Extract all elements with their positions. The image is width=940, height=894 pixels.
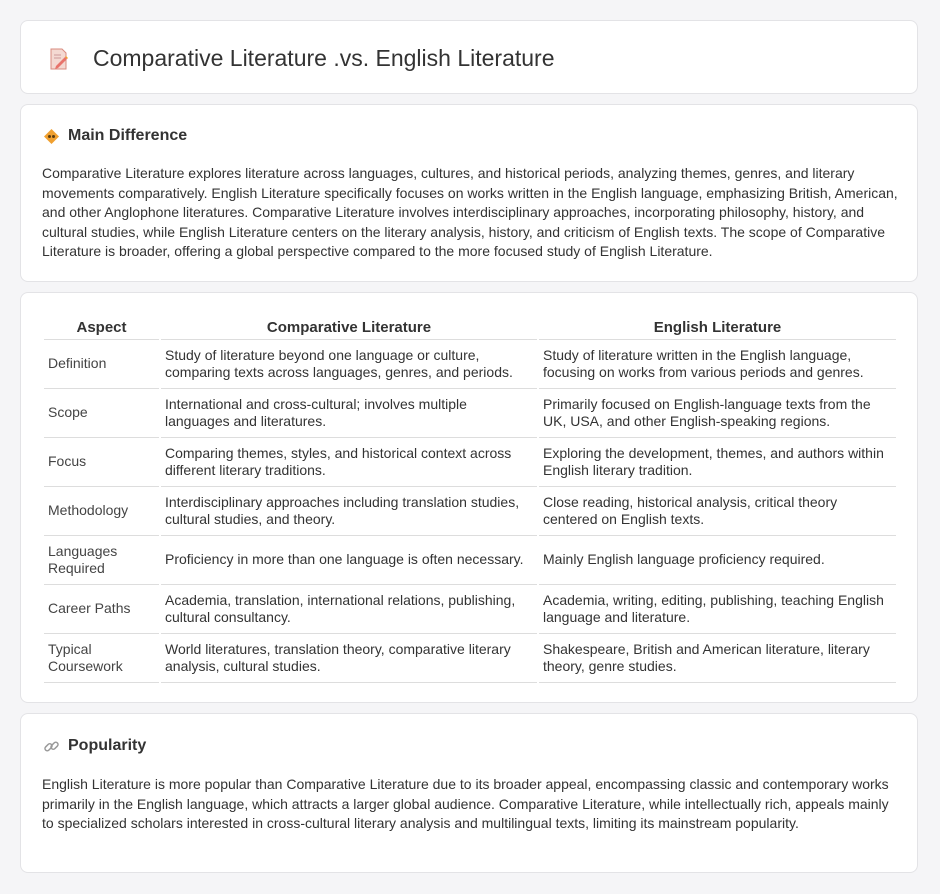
comparative-cell: Comparing themes, styles, and historical context across different literary traditions. [161,438,537,487]
main-difference-text: Comparative Literature explores literature across languages, cultures, and historical periods, analyzing themes, genres, and literary movements comparatively. English Literature specifically focuses on works written in the English language, emphasizing British, American, and other Anglophone literatures. Comparative Literature involves interdisciplinary approaches, incorporating philosophy, history, and cultural studies, while English Literature centers on the literary analysis, history, and criticism of English texts. The scope of Comparative Literature is broader, offering a global perspective compared to the more focused study of English Literature. [42,165,898,260]
popularity-card [20,713,918,873]
header-english: English Literature [539,315,896,340]
main-difference-title: Main Difference [68,127,188,144]
table-row [44,585,896,634]
table-row [44,634,896,683]
comparative-cell: Interdisciplinary approaches including translation studies, cultural studies, and theory. [161,487,537,536]
english-cell: Study of literature written in the English language, focusing on works from various periods and genres. [539,340,896,389]
document-pencil-icon [47,47,71,71]
comparison-table-card [20,292,918,703]
comparison-table [42,315,898,683]
english-cell: Mainly English language proficiency required. [539,536,896,585]
aspect-cell: Typical Coursework [44,634,159,683]
comparative-cell: International and cross-cultural; involves multiple languages and literatures. [161,389,537,438]
table-row [44,536,896,585]
aspect-cell: Definition [44,340,159,389]
popularity-text: English Literature is more popular than Comparative Literature due to its broader appeal, encompassing classic and contemporary works primarily in the English language, which attracts a larger global audience. Comparative Literature, while intellectually rich, appeals mainly to specialized scholars interested in cross-cultural literary analysis and multilingual texts, limiting its mainstream popularity. [42,776,889,832]
header-card [20,20,918,94]
table-row [44,438,896,487]
aspect-cell: Focus [44,438,159,487]
english-cell: Shakespeare, British and American literature, literary theory, genre studies. [539,634,896,683]
header-comparative: Comparative Literature [161,315,537,340]
link-icon [43,738,60,755]
main-difference-card [20,104,918,282]
english-cell: Close reading, historical analysis, critical theory centered on English texts. [539,487,896,536]
aspect-cell: Career Paths [44,585,159,634]
diamond-badge-icon [43,128,60,145]
aspect-cell: Languages Required [44,536,159,585]
popularity-title: Popularity [68,737,147,754]
comparative-cell: Study of literature beyond one language or culture, comparing texts across languages, genres, and periods. [161,340,537,389]
english-cell: Exploring the development, themes, and authors within English literary tradition. [539,438,896,487]
aspect-cell: Scope [44,389,159,438]
header-aspect: Aspect [44,315,159,340]
comparative-cell: Proficiency in more than one language is often necessary. [161,536,537,585]
comparative-cell: World literatures, translation theory, comparative literary analysis, cultural studies. [161,634,537,683]
table-row [44,389,896,438]
table-row [44,340,896,389]
popularity-heading [43,737,146,755]
table-row [44,487,896,536]
english-cell: Primarily focused on English-language texts from the UK, USA, and other English-speaking regions. [539,389,896,438]
comparative-cell: Academia, translation, international relations, publishing, cultural consultancy. [161,585,537,634]
aspect-cell: Methodology [44,487,159,536]
english-cell: Academia, writing, editing, publishing, teaching English language and literature. [539,585,896,634]
table-header-row [44,315,896,340]
page-title: Comparative Literature .vs. English Literature [93,45,555,71]
main-difference-heading [43,127,187,145]
